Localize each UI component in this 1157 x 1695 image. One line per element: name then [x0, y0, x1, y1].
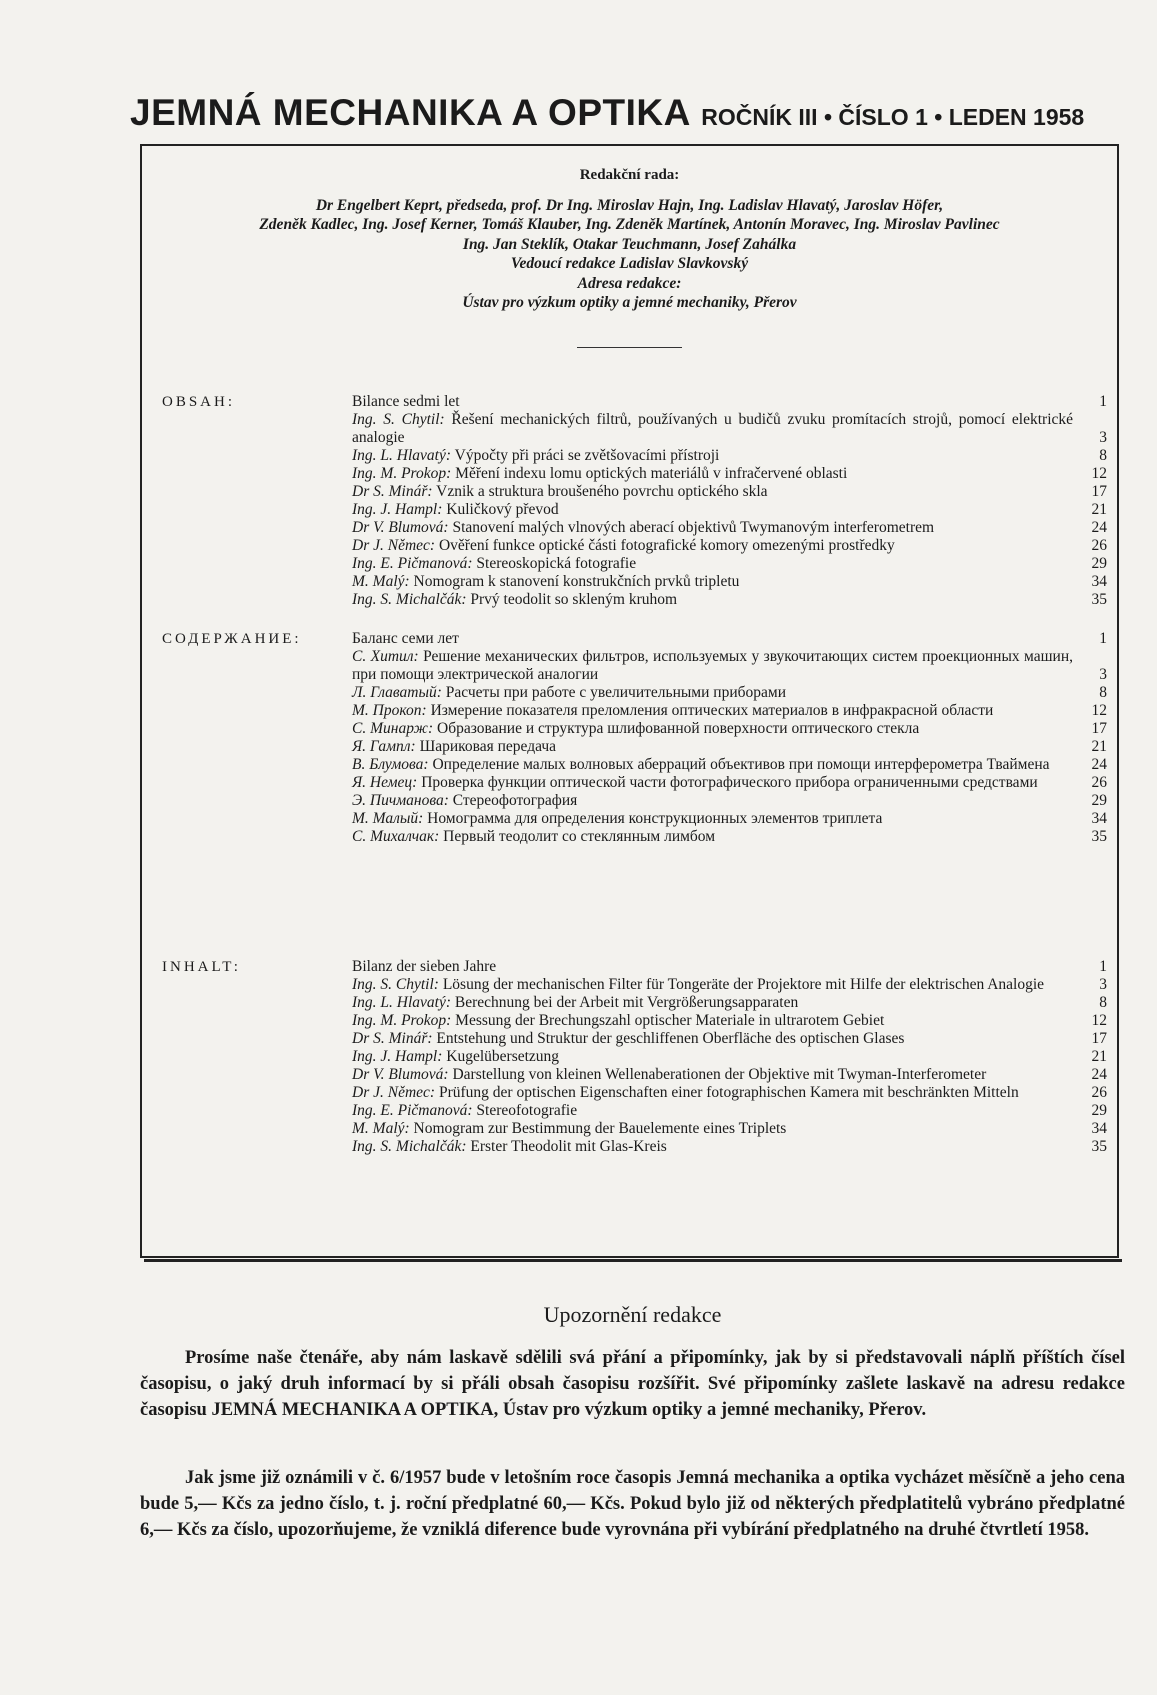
toc-entry-page: 21: [1091, 738, 1107, 755]
toc-entry: [352, 1120, 1107, 1138]
toc-entry-page: 24: [1091, 756, 1107, 773]
toc-entry: [352, 684, 1107, 702]
toc-entry: [352, 792, 1107, 810]
toc-entry-page: 1: [1099, 393, 1107, 410]
toc-entry-author: M. Malý:: [352, 1120, 410, 1137]
toc-entry-title: Výpočty při práci se zvětšovacími přístroji: [454, 447, 720, 464]
toc-entry-page: 1: [1099, 958, 1107, 975]
toc-entry-page: 8: [1099, 684, 1107, 701]
toc-entry: [352, 1138, 1107, 1156]
toc-entry-title: Измерение показателя преломления оптических материалов в инфракрасной области: [430, 702, 994, 719]
toc-entry-title: Проверка функции оптической части фотографического прибора ограниченными средствами: [421, 774, 1038, 791]
toc-entry-page: 12: [1091, 1012, 1107, 1029]
toc-entry-title: Lösung der mechanischen Filter für Tongeräte der Projektore mit Hilfe der elektrischen Analogie: [442, 976, 1045, 993]
toc-entry-author: Я. Немец:: [352, 774, 418, 791]
toc-entry-page: 29: [1091, 555, 1107, 572]
toc-entry-title: Erster Theodolit mit Glas-Kreis: [470, 1138, 667, 1155]
toc-entry-title: Stereofotografie: [476, 1102, 578, 1119]
toc-entry-author: Э. Пичманова:: [352, 792, 449, 809]
toc-entry-page: 26: [1091, 1084, 1107, 1101]
toc-entry: [352, 1048, 1107, 1066]
toc-entry: [352, 720, 1107, 738]
toc-entries: [352, 630, 1107, 846]
toc-entry-author: Ing. M. Prokop:: [352, 465, 452, 482]
toc-entry-title: Kuličkový převod: [446, 501, 559, 518]
toc-entry-page: 35: [1091, 591, 1107, 608]
toc-entry-author: Dr J. Němec:: [352, 537, 436, 554]
toc-entry-title: Первый теодолит со стеклянным лимбом: [443, 828, 716, 845]
toc-entry-page: 12: [1091, 702, 1107, 719]
toc-entry-page: 24: [1091, 519, 1107, 536]
toc-entry-page: 3: [1099, 976, 1107, 993]
toc-entry-author: Я. Гампл:: [352, 738, 416, 755]
toc-entry-author: М. Прокоп:: [352, 702, 427, 719]
toc-entry-page: 21: [1091, 1048, 1107, 1065]
toc-entry: [352, 591, 1107, 609]
toc-entry-title: Prvý teodolit so skleným kruhom: [470, 591, 678, 608]
toc-entry-page: 35: [1091, 828, 1107, 845]
toc-entry-title: Определение малых волновых аберраций объективов при помощи интерферометра Тваймена: [432, 756, 1050, 773]
board-line: Adresa redakce:: [577, 274, 682, 292]
toc-entry-author: М. Малый:: [352, 810, 424, 827]
toc-entry-page: 17: [1091, 1030, 1107, 1047]
toc-entry: [352, 756, 1107, 774]
toc-entry-page: 34: [1091, 573, 1107, 590]
toc-entry-title: Darstellung von kleinen Wellenaberationen der Objektive mit Twyman-Interferometer: [452, 1066, 987, 1083]
toc-entry-title: Номограмма для определения конструкционных элементов триплета: [427, 810, 883, 827]
toc-entry-author: С. Михалчак:: [352, 828, 440, 845]
toc-entries: [352, 958, 1107, 1156]
toc-entry-page: 1: [1099, 630, 1107, 647]
toc-entry-page: 34: [1091, 810, 1107, 827]
notice-paragraph: Prosíme naše čtenáře, aby nám laskavě sdělili svá přání a připomínky, jak by si představovali náplň příštích čísel časopisu, o jaký druh informací by si přáli obsah časopisu rozšířit. Své připomínky zašlete laskavě na adresu redakce časopisu JEMNÁ MECHANIKA A OPTIKA, Ústav pro výzkum optiky a jemné mechaniky, Přerov.: [140, 1348, 1125, 1420]
editorial-board: [142, 166, 1117, 348]
toc-entry-author: Ing. S. Chytil:: [352, 411, 445, 428]
toc-entry-page: 29: [1091, 792, 1107, 809]
toc-entry: [352, 519, 1107, 537]
board-line: Dr Engelbert Keprt, předseda, prof. Dr Ing. Miroslav Hajn, Ing. Ladislav Hlavatý, Jaroslav Höfer,: [315, 196, 944, 214]
toc-entry: [352, 1102, 1107, 1120]
toc-entry-title: Měření indexu lomu optických materiálů v infračervené oblasti: [455, 465, 848, 482]
toc-entry-author: С. Минарж:: [352, 720, 434, 737]
toc-entry: [352, 501, 1107, 519]
toc-entry-page: 21: [1091, 501, 1107, 518]
toc-entry: [352, 555, 1107, 573]
toc-entry-page: 8: [1099, 447, 1107, 464]
toc-entry-title: Messung der Brechungszahl optischer Materiale in ultrarotem Gebiet: [455, 1012, 885, 1029]
toc-section-label: OBSAH:: [162, 394, 236, 410]
board-line: Zdeněk Kadlec, Ing. Josef Kerner, Tomáš Klauber, Ing. Zdeněk Martínek, Antonín Moravec, Ing. Miroslav Pavlinec: [259, 216, 1000, 233]
toc-entry-page: 26: [1091, 537, 1107, 554]
toc-entry-title: Stereoskopická fotografie: [476, 555, 637, 572]
toc-entry-title: Entstehung und Struktur der geschliffenen Oberfläche des optischen Glases: [436, 1030, 905, 1047]
toc-entry-page: 29: [1091, 1102, 1107, 1119]
toc-entry-page: 3: [1099, 666, 1107, 683]
toc-entry-title: Řešení mechanických filtrů, používaných u budičů zvuku promítacích strojů, pomocí elektrické analogie: [352, 411, 1074, 446]
toc-entry-page: 17: [1091, 720, 1107, 737]
toc-entry-author: Dr S. Minář:: [352, 1030, 433, 1047]
toc-entry-title: Berechnung bei der Arbeit mit Vergrößerungsapparaten: [454, 994, 799, 1011]
toc-entry-author: С. Хитил:: [352, 648, 419, 665]
toc-entry-page: 8: [1099, 994, 1107, 1011]
toc-entry: [352, 1066, 1107, 1084]
toc-entry: [352, 828, 1107, 846]
toc-entry-title: Баланс семи лет: [352, 630, 459, 647]
toc-entry-author: Ing. J. Hampl:: [352, 1048, 443, 1065]
toc-entry-page: 34: [1091, 1120, 1107, 1137]
toc-entry-author: Dr V. Blumová:: [352, 1066, 449, 1083]
toc-entry: [352, 411, 1107, 447]
toc-entry: [352, 1012, 1107, 1030]
toc-entry-author: Dr J. Němec:: [352, 1084, 436, 1101]
toc-entry-author: M. Malý:: [352, 573, 410, 590]
toc-entry-author: Ing. S. Michalčák:: [352, 1138, 467, 1155]
toc-entry-author: Ing. E. Pičmanová:: [352, 555, 473, 572]
toc-entry: [352, 393, 1107, 411]
toc-entry-title: Ověření funkce optické části fotografické komory omezenými prostředky: [438, 537, 895, 554]
toc-entry-author: Dr V. Blumová:: [352, 519, 449, 536]
toc-entry-title: Prüfung der optischen Eigenschaften einer fotographischen Kamera mit beschränkten Mitteln: [438, 1084, 1019, 1101]
board-title: Redakční rada:: [579, 167, 680, 183]
toc-entry-page: 3: [1099, 429, 1107, 446]
toc-entry-author: Л. Главатый:: [352, 684, 442, 701]
toc-entry-title: Решение механических фильтров, используемых у звукочитающих систем проекционных машин, при помощи электрической аналогии: [352, 648, 1073, 683]
toc-entry: [352, 648, 1107, 684]
toc-entry-author: Ing. L. Hlavatý:: [352, 994, 452, 1011]
masthead: [130, 92, 1125, 134]
toc-entry-title: Nomogram zur Bestimmung der Bauelemente eines Triplets: [413, 1120, 787, 1137]
board-line: Ing. Jan Steklík, Otakar Teuchmann, Josef Zahálka: [462, 235, 797, 253]
toc-entry: [352, 1030, 1107, 1048]
toc-entry-title: Образование и структура шлифованной поверхности оптического стекла: [437, 720, 920, 737]
toc-entry-page: 35: [1091, 1138, 1107, 1155]
toc-entry-author: Ing. L. Hlavatý:: [352, 447, 452, 464]
toc-entry: [352, 1084, 1107, 1102]
notice-title: Upozornění redakce: [543, 1302, 722, 1327]
toc-entry-page: 24: [1091, 1066, 1107, 1083]
toc-entry-author: Dr S. Minář:: [352, 483, 433, 500]
toc-entry-title: Стереофотография: [452, 792, 578, 809]
toc-entry-title: Kugelübersetzung: [446, 1048, 560, 1065]
toc-entry-title: Vznik a struktura broušeného povrchu optického skla: [436, 483, 768, 500]
divider: [577, 347, 682, 348]
toc-entry-title: Шариковая передача: [419, 738, 557, 755]
toc-entry: [352, 958, 1107, 976]
toc-entry-page: 26: [1091, 774, 1107, 791]
toc-entry-title: Bilanz der sieben Jahre: [352, 958, 497, 975]
toc-entry: [352, 774, 1107, 792]
toc-entry: [352, 994, 1107, 1012]
toc-entry: [352, 573, 1107, 591]
journal-title: JEMNÁ MECHANIKA A OPTIKA: [130, 92, 691, 133]
toc-entry-author: Ing. S. Michalčák:: [352, 591, 467, 608]
toc-section-label: СОДЕРЖАНИЕ:: [162, 631, 302, 647]
toc-entry-page: 12: [1091, 465, 1107, 482]
toc-entry-author: Ing. S. Chytil:: [352, 976, 439, 993]
board-address: Ústav pro výzkum optiky a jemné mechaniky, Přerov: [462, 294, 797, 311]
toc-entry-author: Ing. E. Pičmanová:: [352, 1102, 473, 1119]
toc-section-label: INHALT:: [162, 959, 241, 975]
toc-entry-title: Bilance sedmi let: [352, 393, 460, 410]
toc-entry: [352, 810, 1107, 828]
toc-entry-title: Nomogram k stanovení konstrukčních prvků tripletu: [413, 573, 740, 590]
toc-entry-page: 17: [1091, 483, 1107, 500]
notice-paragraph: Jak jsme již oznámili v č. 6/1957 bude v letošním roce časopis Jemná mechanika a optika vycházet měsíčně a jeho cena bude 5,— Kčs za jedno číslo, t. j. roční předplatné 60,— Kčs. Pokud bylo již od některých předplatitelů vybráno předplatné 6,— Kčs za číslo, upozorňujeme, že vzniklá diference bude vyrovnána při vybírání předplatného na druhé čtvrtletí 1958.: [140, 1468, 1125, 1540]
toc-entry-author: Ing. J. Hampl:: [352, 501, 443, 518]
toc-entry: [352, 465, 1107, 483]
contents-frame: [140, 144, 1119, 1258]
toc-entry: [352, 537, 1107, 555]
issue-info: ROČNÍK III • ČÍSLO 1 • LEDEN 1958: [701, 104, 1085, 130]
toc-entry: [352, 702, 1107, 720]
toc-entry: [352, 738, 1107, 756]
toc-entry: [352, 483, 1107, 501]
toc-entry-title: Stanovení malých vlnových aberací objektivů Twymanovým interferometrem: [452, 519, 935, 536]
toc-entry: [352, 630, 1107, 648]
toc-entry-title: Расчеты при работе с увеличительными приборами: [445, 684, 786, 701]
board-line: Vedoucí redakce Ladislav Slavkovský: [510, 255, 749, 272]
toc-entry: [352, 447, 1107, 465]
toc-entry: [352, 976, 1107, 994]
toc-entries: [352, 393, 1107, 609]
toc-entry-author: В. Блумова:: [352, 756, 429, 773]
toc-entry-author: Ing. M. Prokop:: [352, 1012, 452, 1029]
